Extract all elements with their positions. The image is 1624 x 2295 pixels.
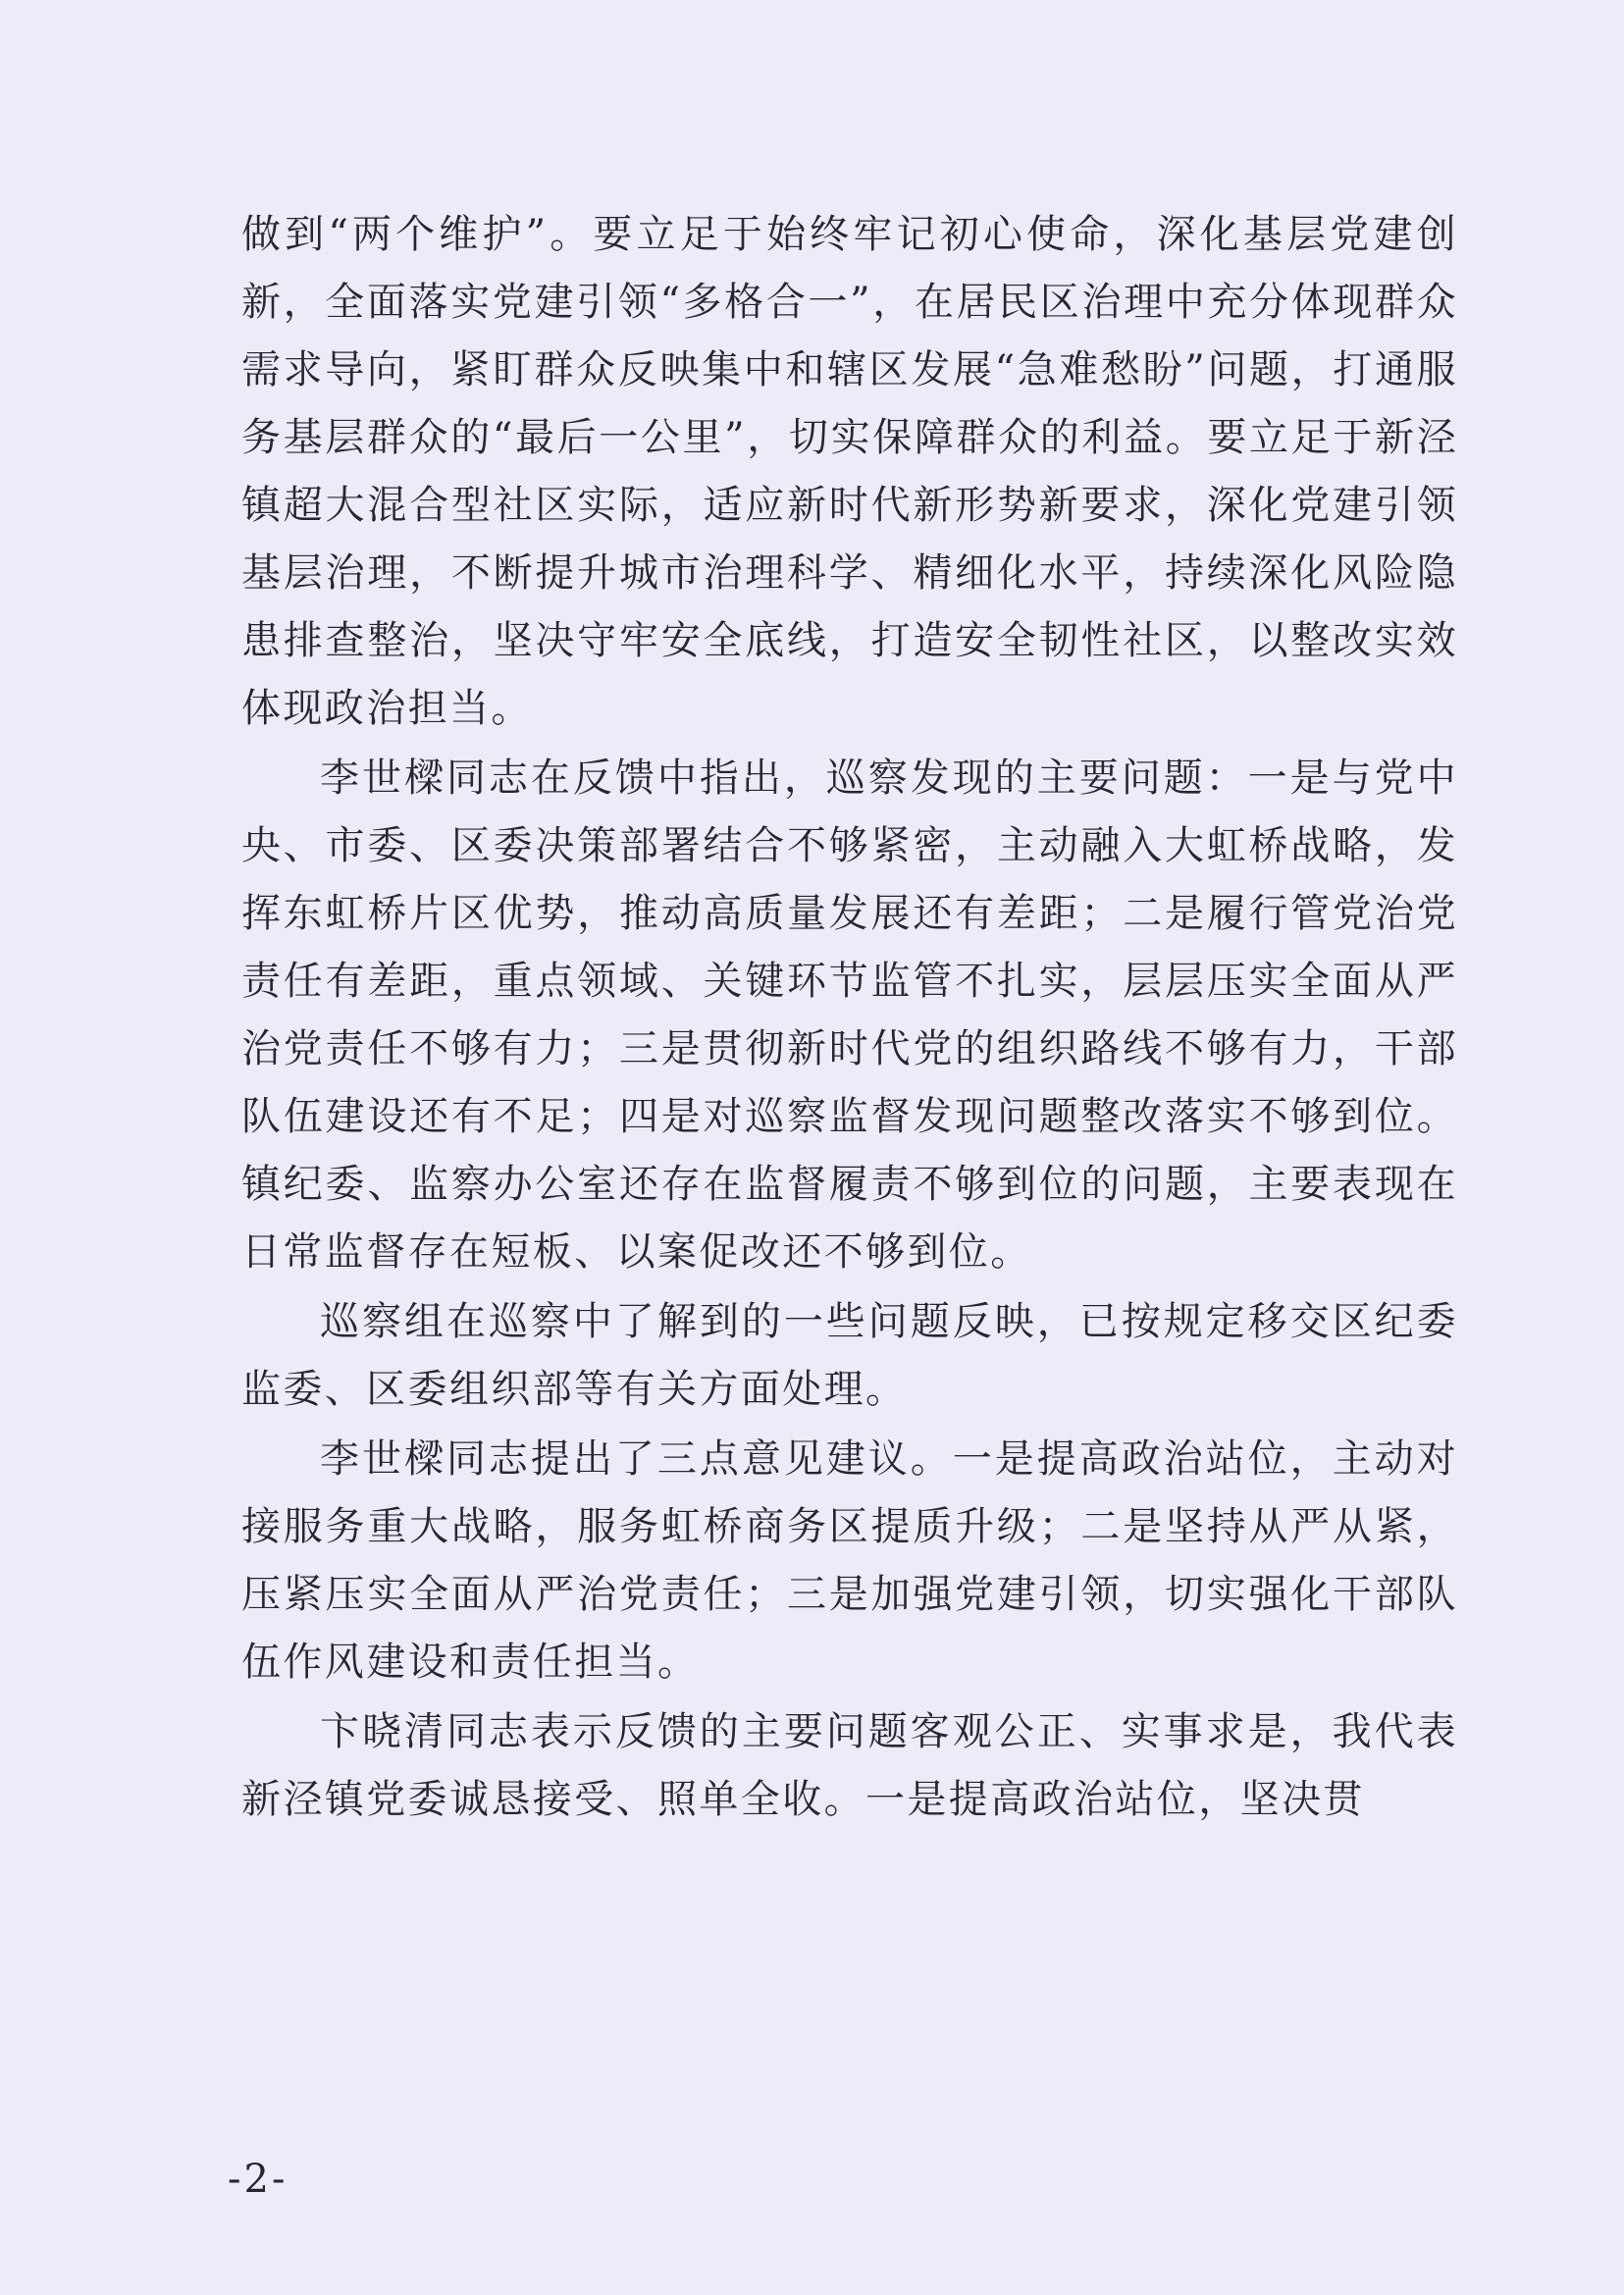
- paragraph-1: 做到“两个维护”。要立足于始终牢记初心使命，深化基层党建创新，全面落实党建引领“多格合一”，在居民区治理中充分体现群众需求导向，紧盯群众反映集中和辖区发展“急难愁盼”问题，打通服务基层群众的“最后一公里”，切实保障群众的利益。要立足于新泾镇超大混合型社区实际，适应新时代新形势新要求，深化党建引领基层治理，不断提升城市治理科学、精细化水平，持续深化风险隐患排查整治，坚决守牢安全底线，打造安全韧性社区，以整改实效体现政治担当。: [241, 212, 1458, 731]
- page-number: -2-: [228, 2157, 288, 2202]
- paragraph-5: 卞晓清同志表示反馈的主要问题客观公正、实事求是，我代表新泾镇党委诚恳接受、照单全收。一是提高政治站位，坚决贯: [241, 1709, 1458, 1822]
- paragraph-3: 巡察组在巡察中了解到的一些问题反映，已按规定移交区纪委监委、区委组织部等有关方面处理。: [241, 1299, 1458, 1412]
- paragraph-2: 李世樑同志在反馈中指出，巡察发现的主要问题：一是与党中央、市委、区委决策部署结合不够紧密，主动融入大虹桥战略，发挥东虹桥片区优势，推动高质量发展还有差距；二是履行管党治党责任有差距，重点领域、关键环节监管不扎实，层层压实全面从严治党责任不够有力；三是贯彻新时代党的组织路线不够有力，干部队伍建设还有不足；四是对巡察监督发现问题整改落实不够到位。镇纪委、监察办公室还存在监督履责不够到位的问题，主要表现在日常监督存在短板、以案促改还不够到位。: [241, 756, 1458, 1275]
- paragraph-4: 李世樑同志提出了三点意见建议。一是提高政治站位，主动对接服务重大战略，服务虹桥商务区提质升级；二是坚持从严从紧，压紧压实全面从严治党责任；三是加强党建引领，切实强化干部队伍作风建设和责任担当。: [241, 1436, 1458, 1685]
- body-text: [241, 201, 1458, 1836]
